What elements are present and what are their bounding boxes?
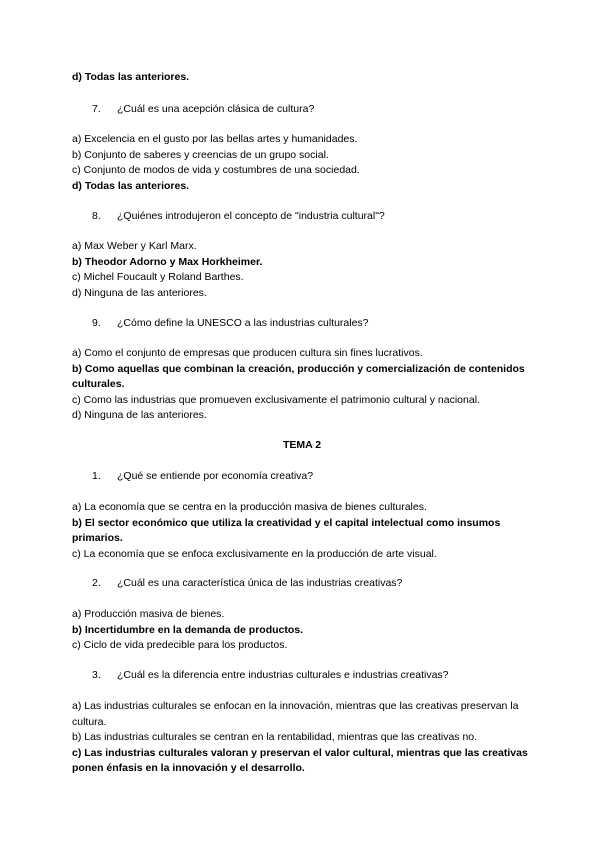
option-a: a) Producción masiva de bienes. — [72, 608, 225, 620]
question-number: 8. — [92, 210, 101, 222]
option-b: b) Conjunto de saberes y creencias de un grupo social. — [72, 148, 329, 161]
option-a: a) Max Weber y Karl Marx. — [72, 240, 197, 252]
question-text: ¿Quiénes introdujeron el concepto de "industria cultural"? — [117, 210, 385, 222]
option-a: a) Excelencia en el gusto por las bellas artes y humanidades. — [72, 133, 358, 145]
option-b-correct: b) Theodor Adorno y Max Horkheimer. — [72, 255, 263, 268]
option-d-correct: d) Todas las anteriores. — [72, 179, 190, 192]
question-number: 2. — [92, 577, 101, 589]
option-b-correct: b) Como aquellas que combinan la creación, producción y comercialización de contenidos culturales. — [72, 362, 525, 390]
option-c: c) Ciclo de vida predecible para los productos. — [72, 639, 288, 651]
question-9-options — [72, 346, 532, 424]
question-number: 9. — [92, 317, 101, 329]
option-d: d) Ninguna de las anteriores. — [72, 286, 207, 299]
option-b-correct: b) Incertidumbre en la demanda de productos. — [72, 623, 304, 636]
option-a: a) Como el conjunto de empresas que producen cultura sin fines lucrativos. — [72, 347, 423, 359]
option-a: a) La economía que se centra en la producción masiva de bienes culturales. — [72, 501, 427, 513]
section-title: TEMA 2 — [282, 439, 322, 451]
tema2-question-1-options — [72, 500, 532, 562]
question-7-options — [72, 132, 532, 194]
option-c: c) Como las industrias que promueven exclusivamente el patrimonio cultural y nacional. — [72, 393, 480, 406]
option-b-correct: b) El sector económico que utiliza la creatividad y el capital intelectual como insumos primarios. — [72, 516, 501, 544]
question-text: ¿Cuál es la diferencia entre industrias culturales e industrias creativas? — [117, 669, 449, 681]
tema2-question-1 — [92, 469, 313, 485]
question-8 — [92, 209, 385, 225]
tema2-question-2-options — [72, 607, 532, 654]
question-7 — [92, 102, 314, 118]
previous-answer-d: d) Todas las anteriores. — [72, 71, 190, 83]
option-c: c) Conjunto de modos de vida y costumbres de una sociedad. — [72, 164, 360, 176]
tema2-question-2 — [92, 576, 402, 592]
option-c: c) Michel Foucault y Roland Barthes. — [72, 271, 244, 283]
question-8-options — [72, 239, 532, 301]
question-9 — [92, 316, 369, 332]
question-number: 7. — [92, 103, 101, 115]
option-c-correct: c) Las industrias culturales valoran y preservan el valor cultural, mientras que las creativas ponen énfasis en la innovación y el desarrollo. — [72, 746, 528, 774]
tema2-question-3 — [92, 668, 449, 684]
question-text: ¿Qué se entiende por economía creativa? — [117, 470, 314, 482]
option-b: b) Las industrias culturales se centran en la rentabilidad, mientras que las creativas no. — [72, 731, 478, 743]
tema2-question-3-options — [72, 699, 532, 777]
option-d: d) Ninguna de las anteriores. — [72, 409, 207, 421]
option-c: c) La economía que se enfoca exclusivamente en la producción de arte visual. — [72, 547, 437, 560]
question-number: 3. — [92, 669, 101, 681]
question-text: ¿Cómo define la UNESCO a las industrias culturales? — [117, 317, 369, 329]
question-text: ¿Cuál es una acepción clásica de cultura? — [117, 103, 315, 115]
question-number: 1. — [92, 470, 101, 482]
option-a: a) Las industrias culturales se enfocan en la innovación, mientras que las creativas preservan la cultura. — [72, 700, 519, 728]
question-text: ¿Cuál es una característica única de las industrias creativas? — [117, 577, 403, 589]
